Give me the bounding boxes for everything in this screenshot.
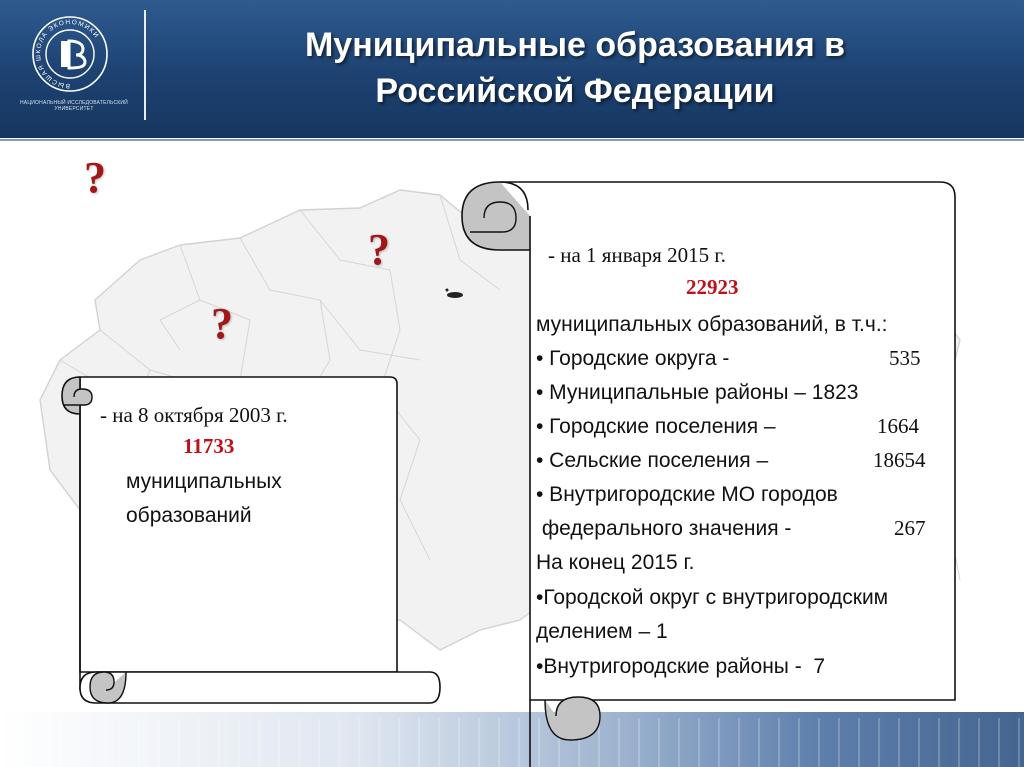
question-mark-2: ? [368, 225, 390, 274]
page-title-line1: Муниципальные образования в [304, 26, 845, 64]
list-item-intracity-mo: • Внутригородские МО городов [536, 483, 838, 506]
logo-subtitle-line2: УНИВЕРСИТЕТ [54, 106, 94, 112]
right-intro: муниципальных образований, в т.ч.: [536, 313, 888, 336]
left-count: 11733 [183, 434, 235, 458]
page-title-line2: Российской Федерации [375, 72, 775, 110]
list-item-urban-settlements: • Городские поселения – [536, 415, 776, 438]
list-item-rural-settlements: • Сельские поселения – [536, 449, 769, 472]
list-value-urban-settlements: 1664 [877, 414, 919, 438]
list-value-federal-significance: 267 [894, 516, 926, 540]
list-value-urban-okrugs: 535 [889, 346, 921, 370]
list-item-urban-okrugs: • Городские округа - [536, 347, 730, 370]
right-date: - на 1 января 2015 г. [548, 243, 726, 267]
logo-ring-label: ВЫСШАЯ ШКОЛА ЭКОНОМИКИ [34, 18, 101, 90]
logo-subtitle-line1: НАЦИОНАЛЬНЫЙ ИССЛЕДОВАТЕЛЬСКИЙ [20, 100, 128, 106]
left-date: - на 8 октября 2003 г. [100, 403, 288, 427]
okrug-division-line1: •Городской округ с внутригородским [536, 586, 889, 609]
end-2015-heading: На конец 2015 г. [536, 551, 695, 574]
list-item-federal-significance: федерального значения - [536, 517, 792, 540]
intracity-districts: •Внутригородские районы - 7 [536, 655, 826, 678]
left-label-line2: образований [126, 504, 252, 527]
left-label-line1: муниципальных [126, 470, 282, 493]
right-count: 22923 [686, 275, 739, 299]
question-mark-1: ? [84, 153, 106, 202]
list-value-rural-settlements: 18654 [873, 448, 926, 472]
question-mark-3: ? [211, 299, 233, 348]
okrug-division-line2: делением – 1 [536, 620, 668, 643]
list-item-municipal-districts: • Муниципальные районы – 1823 [536, 381, 859, 404]
